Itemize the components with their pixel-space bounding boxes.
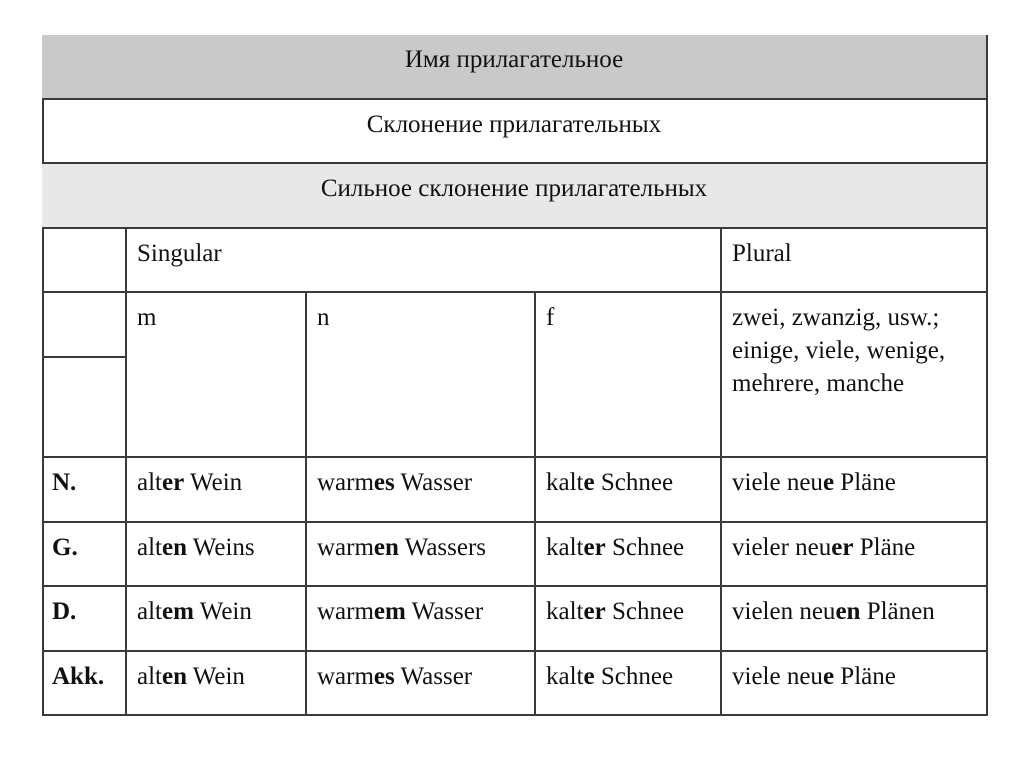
- case-label: G.: [42, 523, 127, 587]
- stem-text: viele neu: [732, 469, 823, 496]
- ending-text: er: [583, 534, 606, 561]
- table-title: Имя прилагательное: [42, 35, 988, 100]
- stem-text: kalt: [546, 598, 584, 625]
- table-subtitle: Склонение прилагательных: [42, 100, 988, 164]
- stem-text: kalt: [546, 663, 584, 690]
- feminine-header: f: [536, 293, 722, 458]
- singular-header: Singular: [127, 229, 722, 293]
- masculine-header: m: [127, 293, 307, 458]
- declension-table: [42, 35, 988, 716]
- noun-text: Pläne: [834, 663, 896, 690]
- ending-text: e: [822, 469, 835, 496]
- cell-n: [307, 458, 536, 523]
- cell-n: [307, 523, 536, 587]
- empty-corner-cell: [42, 229, 127, 293]
- ending-text: em: [162, 598, 194, 625]
- cell-f: [536, 652, 722, 716]
- noun-text: Schnee: [594, 469, 674, 496]
- stem-text: warm: [317, 534, 374, 561]
- cell-n: [307, 587, 536, 652]
- stem-text: warm: [317, 598, 374, 625]
- neuter-header: n: [307, 293, 536, 458]
- stem-text: alt: [137, 534, 162, 561]
- stem-text: kalt: [546, 534, 584, 561]
- case-label: N.: [42, 458, 127, 523]
- stem-text: vielen neu: [732, 598, 836, 625]
- cell-n: [307, 652, 536, 716]
- stem-text: alt: [137, 663, 162, 690]
- noun-text: Wein: [193, 598, 252, 625]
- noun-text: Schnee: [605, 534, 685, 561]
- noun-text: Schnee: [594, 663, 674, 690]
- noun-text: Wasser: [405, 598, 484, 625]
- ending-text: er: [831, 534, 854, 561]
- ending-text: e: [583, 469, 595, 496]
- ending-text: es: [373, 469, 395, 496]
- ending-text: en: [162, 663, 187, 690]
- stem-text: vieler neu: [732, 534, 832, 561]
- cell-f: [536, 523, 722, 587]
- noun-text: Pläne: [834, 469, 896, 496]
- plural-header: Plural: [722, 229, 988, 293]
- case-label: Akk.: [42, 652, 127, 716]
- ending-text: en: [373, 534, 399, 561]
- ending-text: en: [162, 534, 187, 561]
- section-title: Сильное склонение прилагательных: [42, 164, 988, 229]
- ending-text: er: [583, 598, 606, 625]
- ending-text: em: [373, 598, 406, 625]
- noun-text: Wasser: [394, 469, 473, 496]
- cell-pl: [722, 652, 988, 716]
- empty-cell-upper: [42, 293, 127, 358]
- cell-m: [127, 587, 307, 652]
- ending-text: es: [373, 663, 395, 690]
- cell-pl: [722, 587, 988, 652]
- cell-pl: [722, 523, 988, 587]
- stem-text: kalt: [546, 469, 584, 496]
- ending-text: er: [162, 469, 185, 496]
- stem-text: viele neu: [732, 663, 823, 690]
- noun-text: Wassers: [398, 534, 487, 561]
- cell-m: [127, 652, 307, 716]
- noun-text: Pläne: [853, 534, 916, 561]
- plural-note: zwei, zwanzig, usw.; einige, viele, wenige, mehrere, manche: [722, 293, 988, 458]
- noun-text: Schnee: [605, 598, 685, 625]
- noun-text: Wein: [187, 663, 245, 690]
- stem-text: warm: [317, 663, 374, 690]
- empty-cell-lower: [42, 358, 127, 458]
- cell-f: [536, 458, 722, 523]
- cell-m: [127, 523, 307, 587]
- ending-text: e: [583, 663, 595, 690]
- stem-text: warm: [317, 469, 374, 496]
- case-label: D.: [42, 587, 127, 652]
- cell-m: [127, 458, 307, 523]
- noun-text: Wein: [184, 469, 243, 496]
- stem-text: alt: [137, 598, 162, 625]
- stem-text: alt: [137, 469, 162, 496]
- cell-pl: [722, 458, 988, 523]
- cell-f: [536, 587, 722, 652]
- ending-text: e: [822, 663, 835, 690]
- noun-text: Wasser: [394, 663, 473, 690]
- noun-text: Weins: [187, 534, 255, 561]
- noun-text: Plänen: [860, 598, 935, 625]
- ending-text: en: [835, 598, 861, 625]
